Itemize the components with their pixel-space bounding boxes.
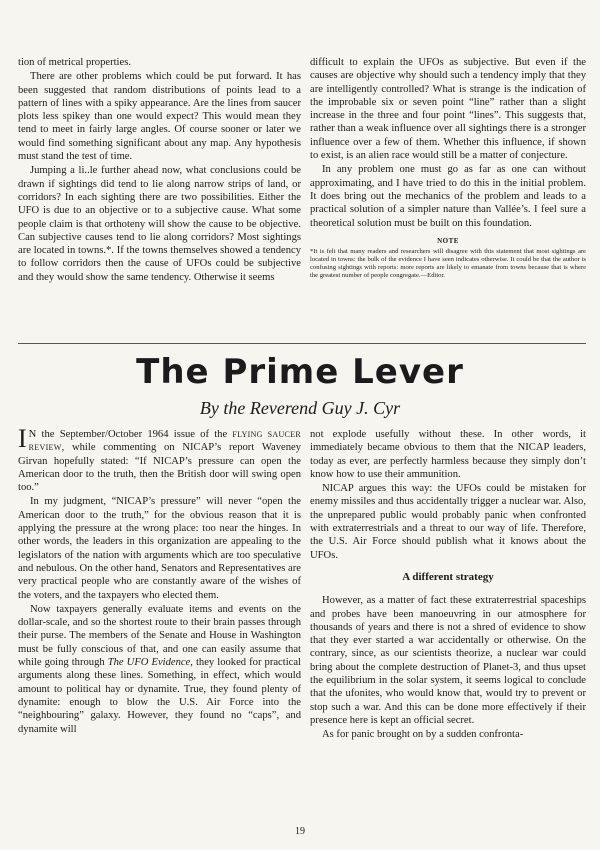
text-run: N the September/October 1964 issue of the: [28, 429, 233, 440]
book-title: The UFO Evidence: [107, 657, 191, 669]
paragraph: In any problem one must go as far as one can without approximating, and I have tried to do this in the initial problem. It does bring out the mechanics of the problem and leads to a practical solution of a simpler nature than Vallée’s. I feel sure a theoretical solution must be built on this foundation.: [310, 164, 586, 229]
article-title: The Prime Lever: [136, 352, 464, 392]
drop-cap: I: [18, 424, 27, 453]
paragraph: tion of metrical properties.: [18, 57, 131, 68]
paragraph: [18, 603, 301, 736]
article-byline: By the Reverend Guy J. Cyr: [199, 398, 401, 418]
paragraph: not explode usefully without these. In other words, it immediately became obvious to them that the NICAP leaders, today as ever, are perfectly harmless because they simply don’t know how to use their ammunition.: [310, 429, 586, 480]
note-heading: NOTE: [437, 236, 459, 245]
article-left-column: [18, 424, 302, 736]
paragraph: In my judgment, “NICAP’s pressure” will never “open the American door to the truth,” for the obvious reason that it is applying the pressure at the wrong place: too near the hinges. In other words, the leaders in this organization are appealing to the legislators of the nation with arguments which are too speculative and nebulous. On the other hand, Senators and Representatives are very practical people who are constantly aware of the wishes of the voters, and the taxpayers who elected them.: [18, 496, 301, 601]
article-right-column: [310, 428, 586, 742]
paragraph: As for panic brought on by a sudden confronta-: [322, 729, 524, 741]
page-number: 19: [295, 826, 305, 837]
previous-article-left-column: [18, 56, 301, 284]
text-run: , they looked for practical arguments along these lines. Something, in effect, which would amount to political hay or dynamite. True, they found plenty of dynamite: enough to blow the U.S. Air Force into the “neighbouring” galaxy. However, they found no “caps”, and dynamite will: [18, 657, 301, 735]
paragraph: NICAP argues this way: the UFOs could be mistaken for enemy missiles and thus accidentally trigger a nuclear war. Also, the unprepared public would probably panic when confronted with extraterrestrials and a threat to our way of life. Therefore, the U.S. Air Force should publish what it knows about the UFOs.: [310, 483, 586, 561]
paragraph: There are other problems which could be put forward. It has been suggested that random distributions of points lead to a pattern of lines with a spiky appearance. Are the lines from saucer plots less spikey than one would expect? This would mean they tend to meet in fairly large angles. Of course sooner or later we would find something significant about any map. Any hypothesis must stand the test of time.: [18, 71, 301, 163]
text-run: Now taxpayers generally evaluate items and events on the dollar-scale, and so the shortest route to their brain passes through their purse. The members of the Senate and House in Washington must be fully conscious of that, and one can easily assume that while going through: [18, 603, 301, 669]
paragraph: difficult to explain the UFOs as subjective. But even if the causes are objective why should such a tendency imply that they are intelligently controlled? What is strange is the indication of the improbable six or seven point “line” rather than a slight increase in the three and four point “lines”. This suggests that, rather than a weak influence over all sightings there is a stronger influence over a few of them. Whether this influence, if shown to exist, is an alien race would still be a matter of conjecture.: [310, 57, 586, 162]
paragraph: Jumping a li..le further ahead now, what conclusions could be drawn if sightings did tend to lie along narrow strips of land, or corridors? In each sighting there are two possibilities. Either the UFO is due to an objective or to a subjective cause. What some people claim is that orthoteny will show the cause to be objective. Can subjective causes tend to lie along corridors? Most sightings are located in towns.*. If the towns themselves showed a tendency to follow corridors then the cause of UFOs could be subjective and they would show the same tendency. Otherwise it seems: [18, 165, 301, 283]
section-subheading: A different strategy: [402, 570, 494, 583]
editor-note: *It is felt that many readers and researchers will disagree with this statement that most sightings are located in towns: the bulk of the evidence I have seen indicates otherwise. It could be that the author is confusing sightings with reports: more reports are likely to emanate from towns because that is where the greatest number of people congregate.—Editor.: [310, 248, 586, 280]
previous-article-right-column: [310, 56, 586, 280]
paragraph: [18, 424, 302, 494]
section-divider: [18, 343, 586, 344]
paragraph: However, as a matter of fact these extraterrestrial spaceships and probes have been manoeuvring in our atmosphere for thousands of years and there is not a shred of evidence to show that they ever started a war accidentally or otherwise. On the contrary, since, as our scientists theorize, a nuclear war could bring about the complete destruction of Planet-3, and thus upset the equilibrium in the solar system, it seems logical to conclude that the ufonites, who would know that, would try to prevent or stop such a war. And this can be done more effectively if their presence here is kept an official secret.: [310, 595, 586, 726]
text-run: , while commenting on NICAP’s report Waveney Girvan hopefully stated: “If NICAP’s pressure can open the American door to the truth, then the British door will swing open too.”: [18, 442, 301, 494]
magazine-name: FLYING SAUCER REVIEW: [28, 430, 302, 453]
